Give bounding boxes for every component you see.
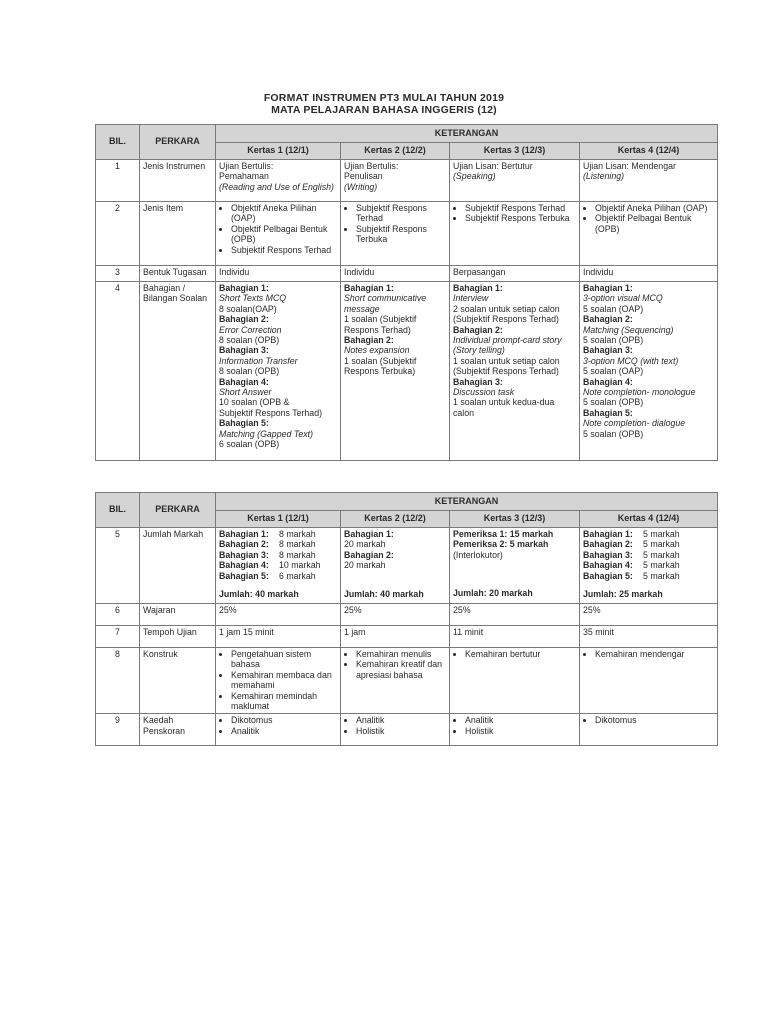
cell-k2: • Subjektif Respons Terhad • Subjektif Respons Terbuka [341, 202, 450, 266]
header-bil: BIL. [96, 125, 140, 160]
table-row [96, 160, 718, 202]
cell-k4: 25% [580, 604, 718, 626]
header-kertas-1: Kertas 1 (12/1) [216, 511, 341, 528]
table-row [96, 714, 718, 746]
row-perkara: Jenis Item [140, 202, 216, 266]
cell-k2: Bahagian 1: Short communicative message 1 soalan (Subjektif Respons Terhad) Bahagian 2: Notes expansion 1 soalan (Subjektif Respons Terbuka) [341, 282, 450, 461]
row-number: 7 [96, 626, 140, 648]
header-bil: BIL. [96, 493, 140, 528]
cell-k1: Ujian Bertulis: Pemahaman (Reading and Use of English) [216, 160, 341, 202]
cell-k3: Ujian Lisan: Bertutur (Speaking) [450, 160, 580, 202]
cell-k2: 25% [341, 604, 450, 626]
cell-k2: 1 jam [341, 626, 450, 648]
cell-k2: • Kemahiran menulis • Kemahiran kreatif dan apresiasi bahasa [341, 648, 450, 714]
header-kertas-2: Kertas 2 (12/2) [341, 143, 450, 160]
row-perkara: Konstruk [140, 648, 216, 714]
table-row [96, 266, 718, 282]
cell-k1: 1 jam 15 minit [216, 626, 341, 648]
cell-k3: • Kemahiran bertutur [450, 648, 580, 714]
cell-k3: Pemeriksa 1: 15 markah Pemeriksa 2: 5 markah (Interlokutor) Jumlah: 20 markah [450, 528, 580, 604]
header-kertas-4: Kertas 4 (12/4) [580, 511, 718, 528]
cell-k3: Berpasangan [450, 266, 580, 282]
cell-k2: • Analitik • Holistik [341, 714, 450, 746]
doc-title-line1: FORMAT INSTRUMEN PT3 MULAI TAHUN 2019 [263, 92, 505, 104]
table-row [96, 626, 718, 648]
row-perkara: Kaedah Penskoran [140, 714, 216, 746]
cell-k1: Individu [216, 266, 341, 282]
cell-k4: Bahagian 1: 5 markah Bahagian 2: 5 markah Bahagian 3: 5 markah Bahagian 4: 5 markah Bahagian 5: 5 markah Jumlah: 25 markah [580, 528, 718, 604]
total-markah: Jumlah: 25 markah [583, 589, 663, 600]
cell-k1: • Pengetahuan sistem bahasa • Kemahiran membaca dan memahami • Kemahiran memindah maklumat [216, 648, 341, 714]
cell-k2: Individu [341, 266, 450, 282]
cell-k4: Ujian Lisan: Mendengar (Listening) [580, 160, 718, 202]
cell-k3: • Subjektif Respons Terhad • Subjektif Respons Terbuka [450, 202, 580, 266]
total-markah: Jumlah: 40 markah [344, 588, 424, 599]
header-perkara: PERKARA [140, 125, 216, 160]
row-number: 6 [96, 604, 140, 626]
cell-k4: • Objektif Aneka Pilihan (OAP) • Objektif Pelbagai Bentuk (OPB) [580, 202, 718, 266]
cell-k3: 25% [450, 604, 580, 626]
cell-k1: • Objektif Aneka Pilihan (OAP) • Objektif Pelbagai Bentuk (OPB) • Subjektif Respons Terhad [216, 202, 341, 266]
row-perkara: Jenis Instrumen [140, 160, 216, 202]
format-table-1 [95, 124, 718, 461]
row-perkara: Wajaran [140, 604, 216, 626]
cell-k2: Ujian Bertulis: Penulisan (Writing) [341, 160, 450, 202]
row-number: 1 [96, 160, 140, 202]
header-kertas-4: Kertas 4 (12/4) [580, 143, 718, 160]
cell-k4: Bahagian 1: 3-option visual MCQ 5 soalan (OAP) Bahagian 2: Matching (Sequencing) 5 soalan (OPB) Bahagian 3: 3-option MCQ (with text) 5 soalan (OAP) Bahagian 4: Note completion- monologue 5 soalan (OPB) Bahagian 5: Note completion- dialogue 5 soalan (OPB) [580, 282, 718, 461]
row-number: 5 [96, 528, 140, 604]
header-kertas-2: Kertas 2 (12/2) [341, 511, 450, 528]
total-markah: Jumlah: 20 markah [453, 588, 533, 599]
cell-k1: Bahagian 1: 8 markah Bahagian 2: 8 markah Bahagian 3: 8 markah Bahagian 4: 10 markah Bahagian 5: 6 markah Jumlah: 40 markah [216, 528, 341, 604]
format-table-2 [95, 492, 718, 746]
row-perkara: Tempoh Ujian [140, 626, 216, 648]
cell-k4: • Dikotomus [580, 714, 718, 746]
cell-k2: Bahagian 1: 20 markah Bahagian 2: 20 markah Jumlah: 40 markah [341, 528, 450, 604]
row-number: 2 [96, 202, 140, 266]
row-number: 9 [96, 714, 140, 746]
header-keterangan: KETERANGAN [216, 125, 718, 143]
row-perkara: Jumlah Markah [140, 528, 216, 604]
row-perkara: Bahagian / Bilangan Soalan [140, 282, 216, 461]
header-kertas-1: Kertas 1 (12/1) [216, 143, 341, 160]
header-kertas-3: Kertas 3 (12/3) [450, 511, 580, 528]
row-number: 8 [96, 648, 140, 714]
cell-k4: Individu [580, 266, 718, 282]
table-row [96, 528, 718, 604]
table-row [96, 648, 718, 714]
cell-k1: • Dikotomus • Analitik [216, 714, 341, 746]
cell-k3: • Analitik • Holistik [450, 714, 580, 746]
doc-title-line2: MATA PELAJARAN BAHASA INGGERIS (12) [271, 104, 497, 116]
row-number: 4 [96, 282, 140, 461]
table-row [96, 202, 718, 266]
cell-k4: 35 minit [580, 626, 718, 648]
cell-k4: • Kemahiran mendengar [580, 648, 718, 714]
row-perkara: Bentuk Tugasan [140, 266, 216, 282]
table-row [96, 604, 718, 626]
cell-k3: 11 minit [450, 626, 580, 648]
header-perkara: PERKARA [140, 493, 216, 528]
total-markah: Jumlah: 40 markah [219, 589, 299, 600]
row-number: 3 [96, 266, 140, 282]
cell-k1: Bahagian 1: Short Texts MCQ 8 soalan(OAP) Bahagian 2: Error Correction 8 soalan (OPB) Bahagian 3: Information Transfer 8 soalan (OPB) Bahagian 4: Short Answer 10 soalan (OPB & Subjektif Respons Terhad) Bahagian 5: Matching (Gapped Text) 6 soalan (OPB) [216, 282, 341, 461]
header-kertas-3: Kertas 3 (12/3) [450, 143, 580, 160]
cell-k3: Bahagian 1: Interview 2 soalan untuk setiap calon (Subjektif Respons Terhad) Bahagian 2: Individual prompt-card story (Story telling) 1 soalan untuk setiap calon (Subjektif Respons Terhad) Bahagian 3: Discussion task 1 soalan untuk kedua-dua calon [450, 282, 580, 461]
cell-k1: 25% [216, 604, 341, 626]
table-row [96, 282, 718, 461]
header-keterangan: KETERANGAN [216, 493, 718, 511]
